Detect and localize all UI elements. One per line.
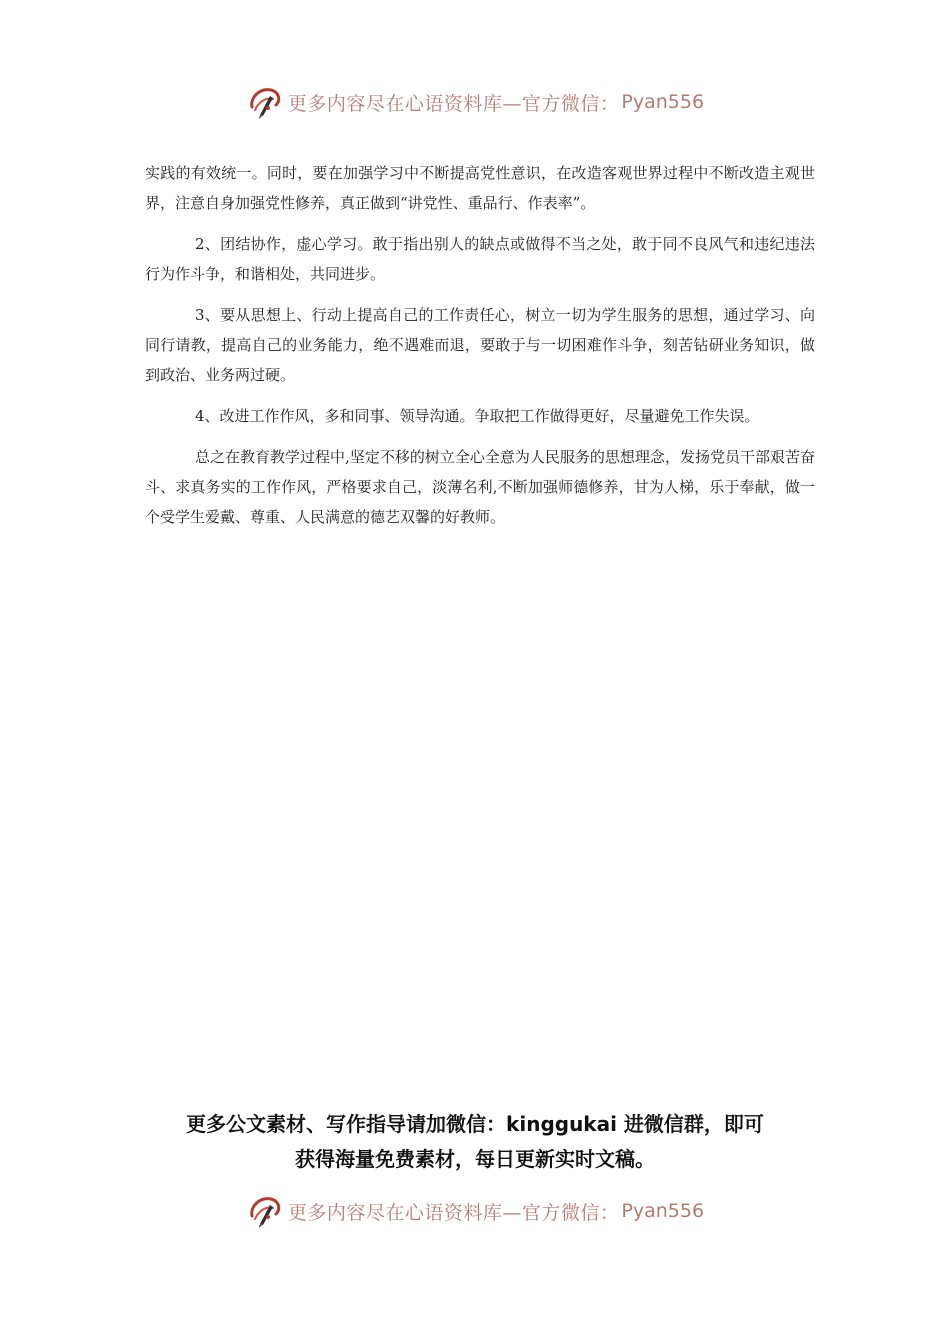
header-banner <box>0 82 950 122</box>
banner-text: 更多内容尽在心语资料库—官方微信： <box>287 92 620 115</box>
paragraph-item-3: 3、要从思想上、行动上提高自己的工作责任心，树立一切为学生服务的思想，通过学习、向同行请教，提高自己的业务能力，绝不遇难而退，要敢于与一切困难作斗争，刻苦钻研业务知识，做到政治、业务两过硬。 <box>145 306 815 384</box>
promo-notice <box>0 1107 950 1177</box>
promo-line-2: 获得海量免费素材，每日更新实时文稿。 <box>295 1147 655 1171</box>
pen-swirl-logo-icon <box>246 83 284 121</box>
banner-wechat-id: Pyan556 <box>621 1200 705 1222</box>
footer-banner <box>0 1191 950 1231</box>
paragraph-item-4: 4、改进工作作风，多和同事、领导沟通。争取把工作做得更好，尽量避免工作失误。 <box>195 407 760 425</box>
paragraph-continuation: 实践的有效统一。同时，要在加强学习中不断提高党性意识，在改造客观世界过程中不断改造主观世界，注意自身加强党性修养，真正做到“讲党性、重品行、作表率”。 <box>145 164 815 212</box>
paragraph-item-2: 2、团结协作，虚心学习。敢于指出别人的缺点或做得不当之处，敢于同不良风气和违纪违法行为作斗争，和谐相处，共同进步。 <box>145 235 815 283</box>
paragraph-conclusion: 总之在教育教学过程中,坚定不移的树立全心全意为人民服务的思想理念，发扬党员干部艰苦奋斗、求真务实的工作作风，严格要求自己，淡薄名利,不断加强师德修养，甘为人梯，乐于奉献，做一个受学生爱戴、尊重、人民满意的德艺双馨的好教师。 <box>145 448 815 526</box>
banner-text: 更多内容尽在心语资料库—官方微信： <box>287 1201 620 1224</box>
document-body <box>145 158 815 543</box>
pen-swirl-logo-icon <box>246 1192 284 1230</box>
banner-wechat-id: Pyan556 <box>621 91 705 113</box>
promo-line-1: 更多公文素材、写作指导请加微信：kinggukai 进微信群，即可 <box>186 1112 764 1136</box>
